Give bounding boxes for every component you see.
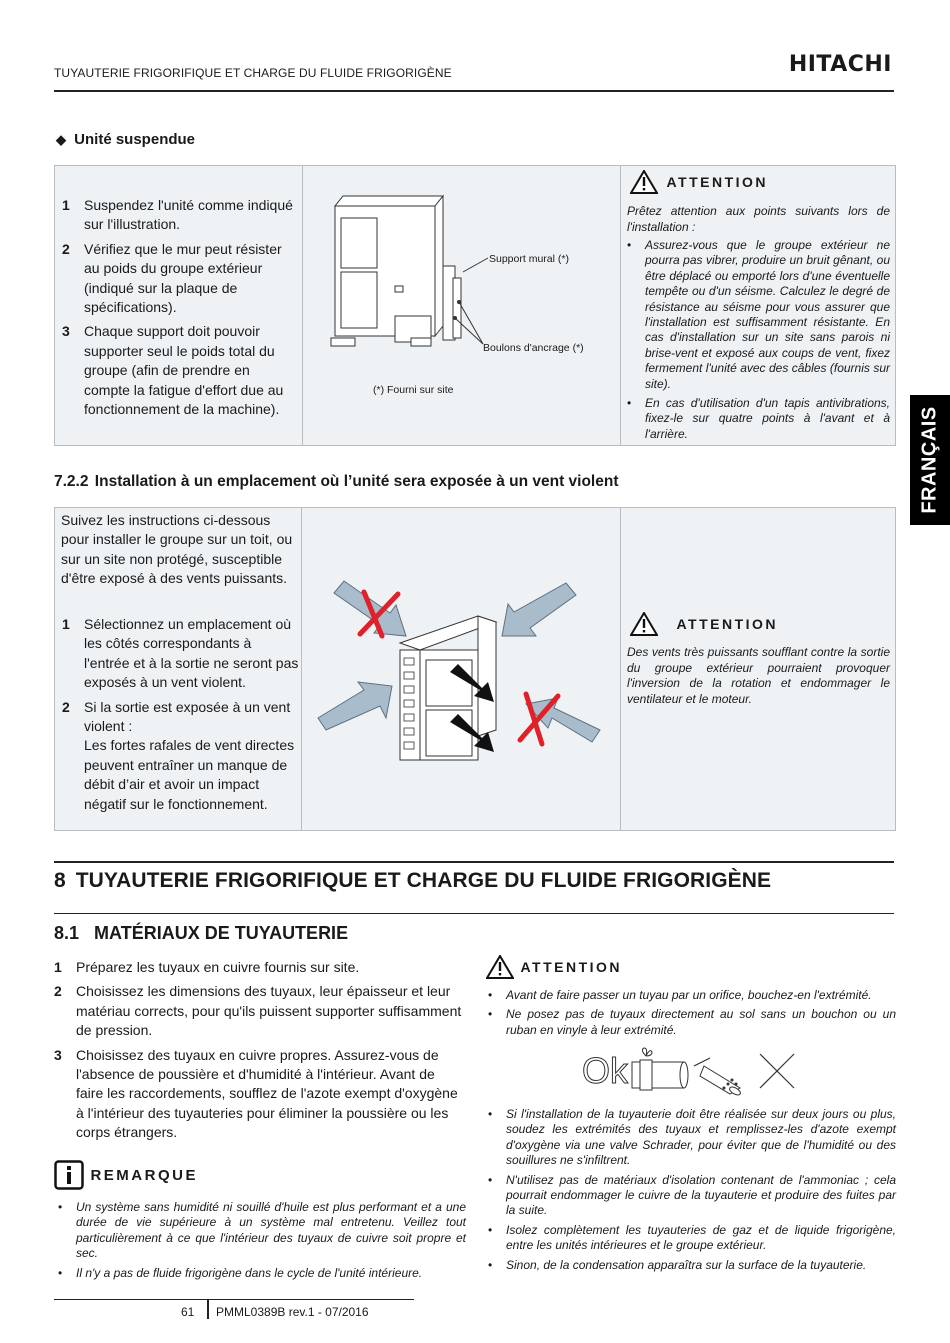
warning-triangle-icon — [630, 170, 658, 194]
subheading-text: Unité suspendue — [74, 131, 196, 148]
step-number: 2 — [54, 983, 62, 1000]
wall-bracket-diagram — [303, 166, 620, 443]
wind-steps-column — [55, 508, 302, 830]
step-text: Sélectionnez un emplacement où les côtés correspondants à l'entrée et à la sortie ne seront pas exposés à un vent violent. — [84, 616, 299, 691]
step-text: Si la sortie est exposée à un vent violent : Les fortes rafales de vent directes peuvent entraîner un manque de débit d’air et avoir un impact négatif sur le fonctionnement. — [84, 698, 295, 812]
piping-attention-header — [486, 955, 622, 979]
footer-separator — [207, 1299, 209, 1319]
piping-attention-list-top — [484, 988, 896, 1042]
attention-header — [630, 612, 778, 636]
info-icon — [54, 1160, 84, 1190]
section-title: TUYAUTERIE FRIGORIFIQUE ET CHARGE DU FLUIDE FRIGORIGÈNE — [75, 869, 772, 892]
list-item: • Sinon, de la condensation apparaîtra sur la surface de la tuyauterie. — [484, 1258, 896, 1273]
list-item — [47, 1046, 462, 1143]
list-item — [55, 322, 293, 419]
attention-title: ATTENTION — [666, 174, 769, 190]
pipe-icons — [580, 1046, 805, 1096]
warning-triangle-icon — [630, 612, 658, 636]
suspended-attention-column — [622, 166, 892, 445]
list-item — [55, 615, 299, 693]
attention-text: Des vents très puissants soufflant contre la sortie du groupe extérieur pourraient provoquer l'inversion de la rotation et endommager le ventilateur et le moteur. — [627, 645, 890, 706]
pipe-cap-illustration — [580, 1046, 805, 1096]
section-number: 7.2.2 — [54, 473, 89, 490]
wind-steps-list — [55, 615, 299, 819]
section-heading-722 — [54, 473, 619, 491]
step-number: 3 — [62, 323, 70, 340]
step-number: 2 — [62, 240, 70, 257]
step-text: Chaque support doit pouvoir supporter seul le poids total du groupe (afin de prendre en compte la fatigue d'effort due au fonctionnement de la machine). — [84, 323, 284, 418]
list-item — [47, 958, 462, 977]
section-number: 8 — [54, 869, 66, 892]
section-rule-top — [54, 861, 894, 863]
strong-wind-box — [54, 507, 896, 831]
header-rule — [54, 90, 894, 92]
remark-list — [54, 1200, 466, 1285]
attention-intro: Prêtez attention aux points suivants lors de l'installation : — [627, 204, 890, 234]
list-item — [55, 196, 293, 235]
step-number: 3 — [54, 1046, 62, 1063]
step-text: Suspendez l'unité comme indiqué sur l'illustration. — [84, 197, 293, 233]
step-text: Préparez les tuyaux en cuivre fournis sur site. — [76, 959, 360, 975]
warning-triangle-icon — [486, 955, 514, 979]
support-label: Support mural (*) — [489, 253, 569, 265]
list-item — [47, 982, 462, 1040]
list-item — [55, 240, 293, 318]
piping-attention-list-bottom — [484, 1107, 896, 1277]
remark-header — [54, 1160, 198, 1190]
suspended-steps-column — [55, 166, 303, 445]
step-text: Choisissez les dimensions des tuyaux, leur épaisseur et leur matériau corrects, pour qu'ils puissent supporter suffisamment de pression. — [76, 983, 462, 1039]
wind-attention-column — [622, 508, 892, 830]
suspended-unit-box — [54, 165, 896, 446]
subsection-title: MATÉRIAUX DE TUYAUTERIE — [94, 923, 349, 943]
wind-exposure-diagram — [302, 508, 620, 828]
attention-header — [630, 170, 768, 194]
ok-label: Ok — [582, 1050, 629, 1091]
list-item — [55, 698, 299, 814]
suspended-steps-list — [55, 196, 293, 424]
language-tab[interactable] — [910, 395, 950, 525]
list-item: • En cas d'utilisation d'un tapis antivibrations, fixez-le sur quatre points à l'avant et à l'arrière. — [623, 396, 890, 442]
subsection-heading-81 — [54, 923, 348, 944]
running-header-title: TUYAUTERIE FRIGORIFIQUE ET CHARGE DU FLUIDE FRIGORIGÈNE — [54, 66, 452, 80]
footer-rule — [54, 1299, 414, 1300]
list-item: • Un système sans humidité ni souillé d'huile est plus performant et a une durée de vie supérieure à un système mal entretenu. Veillez tout particulièrement à ce que l'intérieur des tuyaux de cuivre soit propre et sec. — [54, 1200, 466, 1262]
step-number: 2 — [62, 698, 70, 715]
step-text: Vérifiez que le mur peut résister au poids du groupe extérieur (indiqué sur la plaque de spécifications). — [84, 240, 282, 316]
step-number: 1 — [62, 197, 70, 213]
brand-logo: HITACHI — [788, 52, 892, 77]
list-item: • N'utilisez pas de matériaux d'isolation contenant de l'ammoniac ; cela pourrait endommager le cuivre de la tuyauterie et produire des fuites par la suite. — [484, 1173, 896, 1219]
attention-list — [623, 238, 890, 446]
diamond-bullet-icon: ◆ — [56, 132, 66, 147]
list-item: • Assurez-vous que le groupe extérieur ne pourra pas vibrer, produire un bruit gênant, ou être déplacé ou emporté lors d'une éventuelle tempête ou d'un séisme. Calculez le degré de résistance au séisme pour vous assurer que l'installation est suffisamment résistante. En cas d'installation sur un site sans parois ni brise-vent et exposé aux coups de vent, fixez fermement l'unité avec des câbles (fournis sur site). — [623, 238, 890, 392]
section-title: Installation à un emplacement où l’unité sera exposée à un vent violent — [94, 473, 619, 490]
section-heading-8 — [54, 869, 771, 893]
list-item: • Isolez complètement les tuyauteries de gaz et de liquide frigorigène, entre les unités intérieures et le groupe extérieur. — [484, 1223, 896, 1254]
suspended-diagram-column — [303, 166, 621, 445]
step-number: 1 — [62, 616, 70, 632]
language-tab-label: FRANÇAIS — [918, 406, 941, 514]
page-number: 61 — [181, 1305, 195, 1319]
wind-diagram-column — [302, 508, 621, 830]
step-number: 1 — [54, 959, 62, 975]
list-item: • Avant de faire passer un tuyau par un orifice, bouchez-en l'extrémité. — [484, 988, 896, 1003]
bolts-label: Boulons d'ancrage (*) — [483, 342, 584, 354]
attention-title: ATTENTION — [676, 616, 779, 632]
attention-title: ATTENTION — [520, 959, 623, 975]
list-item: • Ne posez pas de tuyaux directement au sol sans un bouchon ou un ruban en vinyle à leur extrémité. — [484, 1007, 896, 1038]
subheading-suspended-unit — [56, 131, 195, 148]
list-item: • Si l'installation de la tuyauterie doit être réalisée sur deux jours ou plus, soudez les extrémités des tuyaux et remplissez-les d'azote exempt d'oxygène via une valve Schrader, pour éviter que de l'humidité ou des souillures ne s'infiltrent. — [484, 1107, 896, 1169]
wind-intro: Suivez les instructions ci-dessous pour installer le groupe sur un toit, ou sur un site non protégé, susceptible d'être exposé à des vents puissants. — [61, 512, 293, 587]
section-rule-bottom — [54, 913, 894, 914]
piping-steps-list — [47, 958, 462, 1148]
field-supplied-note: (*) Fourni sur site — [373, 384, 454, 396]
document-reference: PMML0389B rev.1 - 07/2016 — [216, 1305, 369, 1319]
remark-title: REMARQUE — [90, 1166, 198, 1184]
list-item: • Il n'y a pas de fluide frigorigène dans le cycle de l'unité intérieure. — [54, 1266, 466, 1281]
subsection-number: 8.1 — [54, 923, 80, 943]
step-text: Choisissez des tuyaux en cuivre propres. Assurez-vous de l'absence de poussière et d'humidité à l'intérieur. Avant de faire les raccordements, soufflez de l'azote exempt d'oxygène à l'intérieur des tuyauteries pour éliminer la poussière ou les corps étrangers. — [76, 1046, 458, 1141]
